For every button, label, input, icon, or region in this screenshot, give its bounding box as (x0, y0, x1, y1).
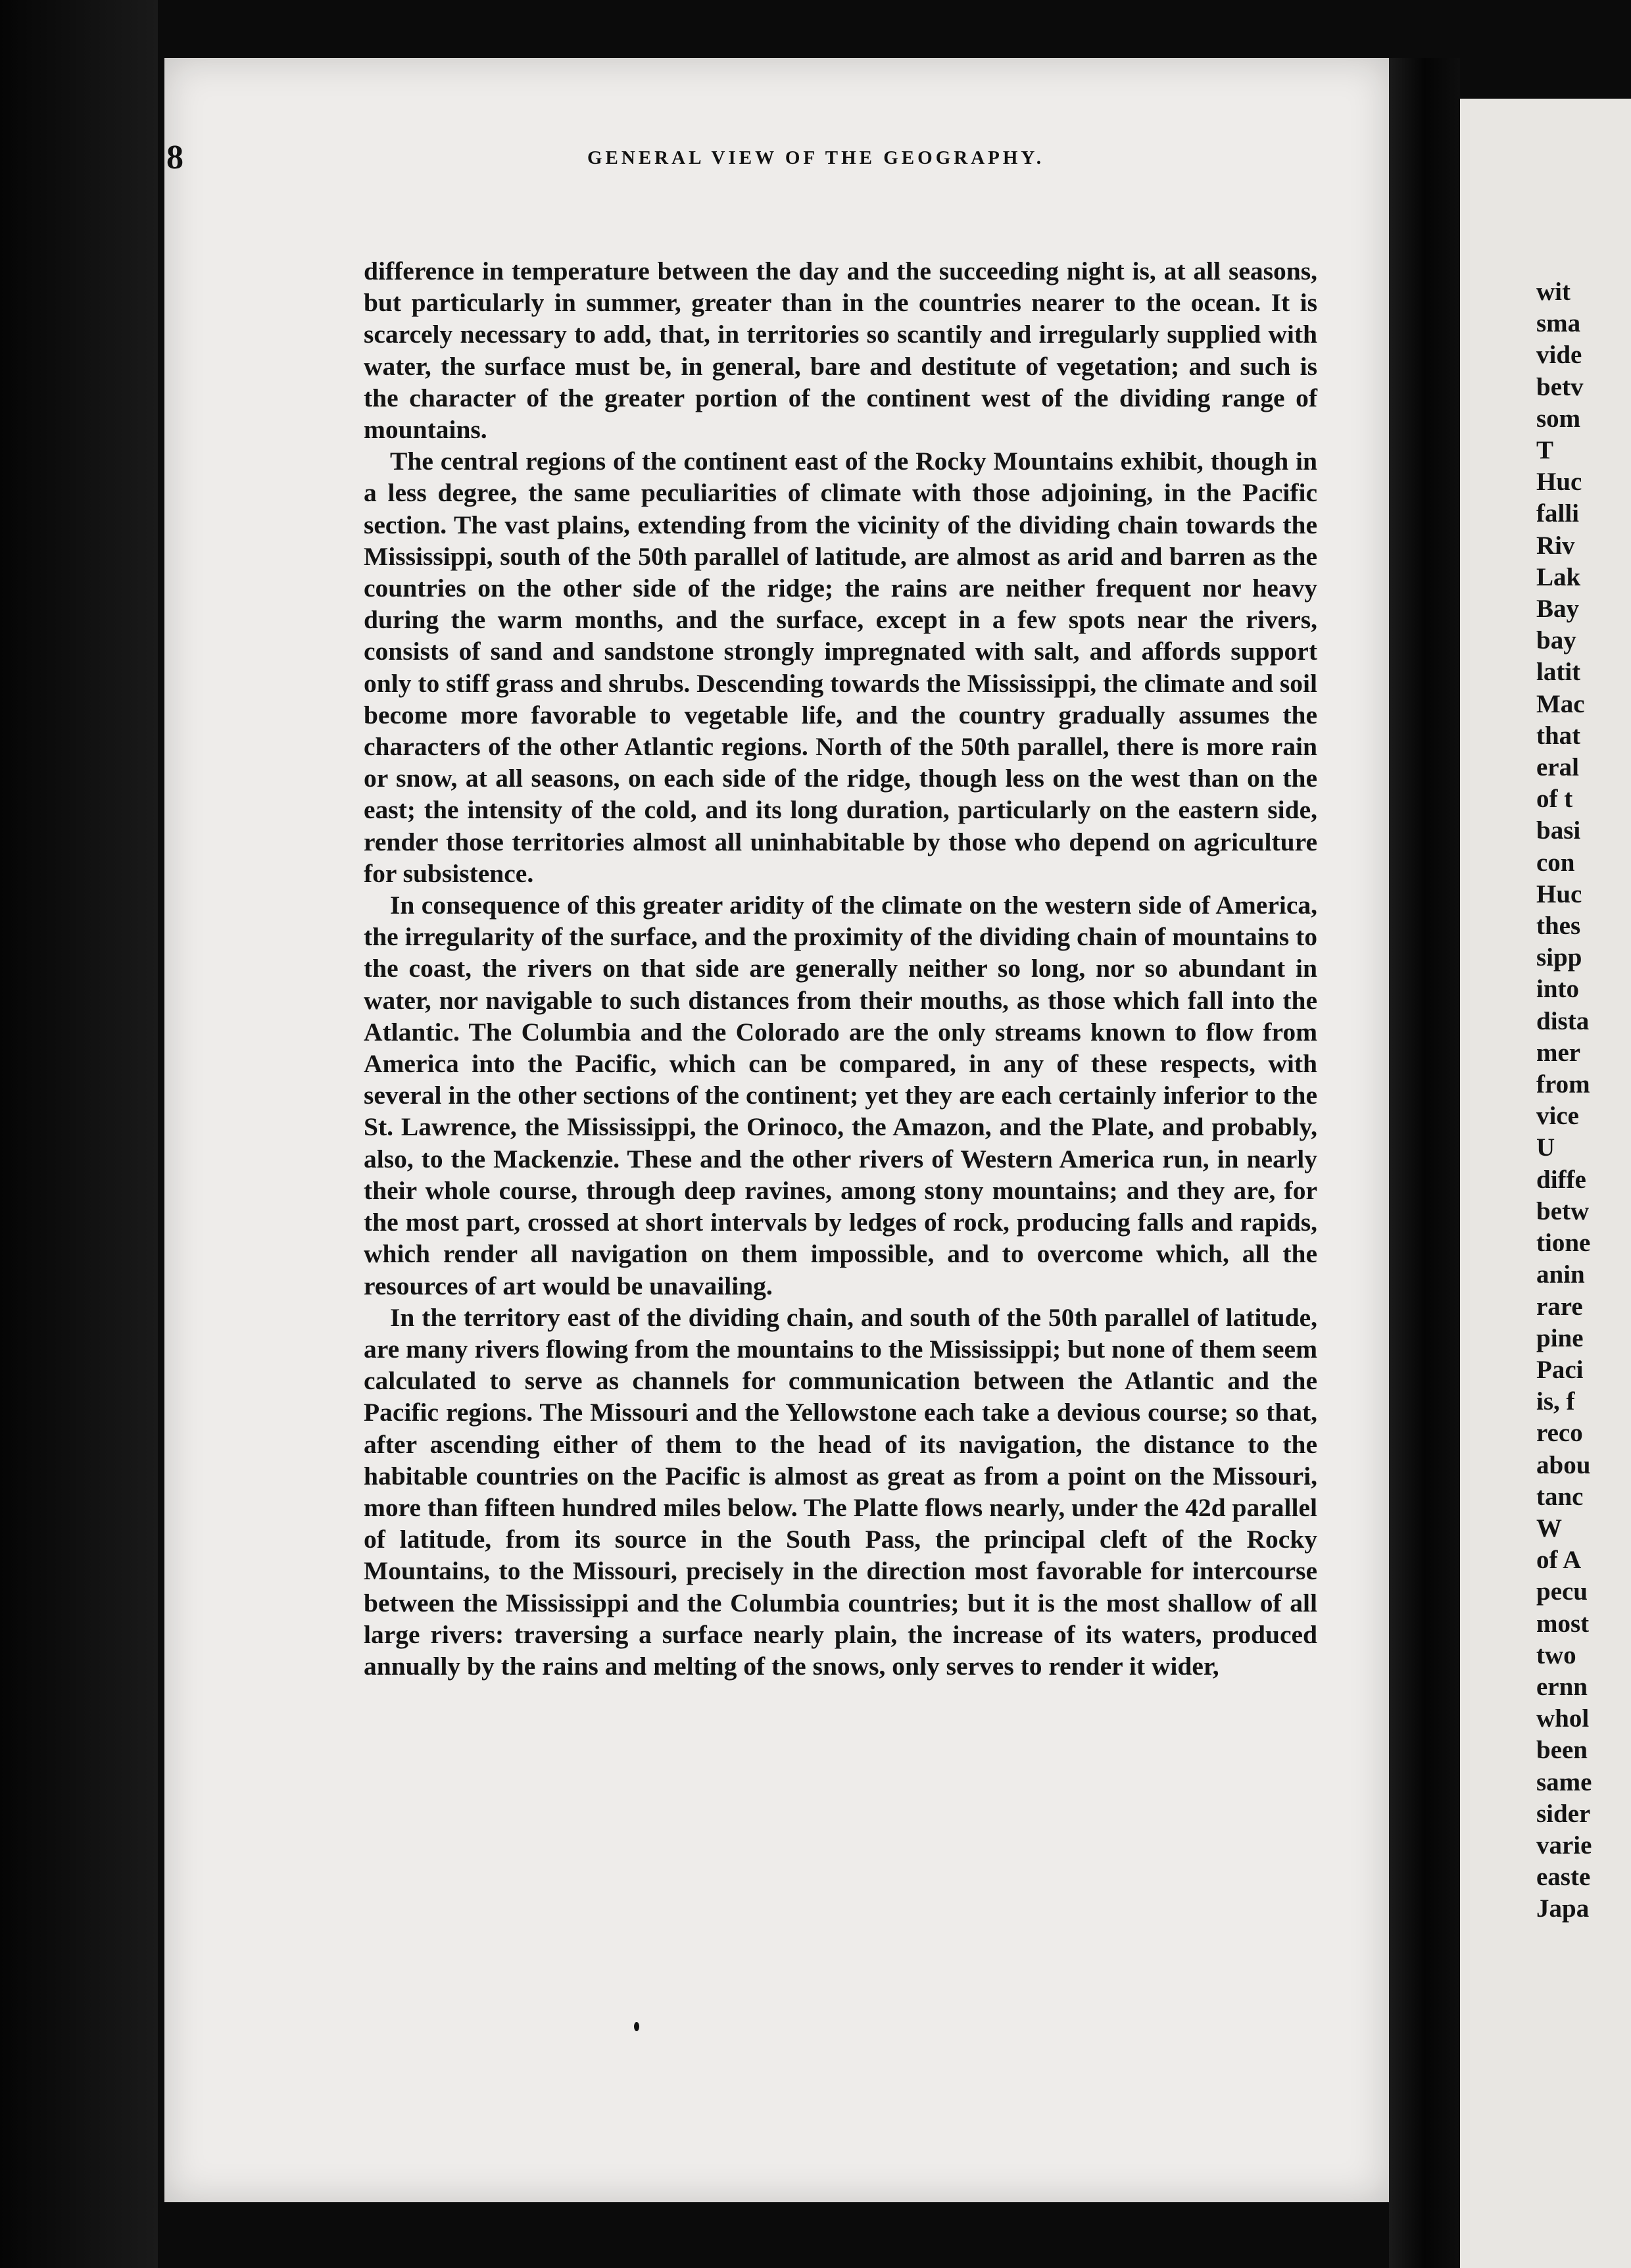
facing-page-line: vice (1536, 1102, 1579, 1131)
facing-page-line: whol (1536, 1704, 1590, 1733)
facing-page-line: sipp (1536, 943, 1582, 972)
facing-page-line: Paci (1536, 1355, 1584, 1384)
body-text (364, 255, 1317, 1682)
facing-page-line: of t (1536, 785, 1573, 814)
facing-page-line: pine (1536, 1323, 1584, 1352)
facing-page-line: mer (1536, 1038, 1581, 1067)
facing-page-line: easte (1536, 1863, 1591, 1892)
facing-page-line: into (1536, 975, 1580, 1004)
facing-page-line: Bay (1536, 595, 1580, 624)
facing-page-line: dista (1536, 1006, 1590, 1035)
facing-page-line: is, f (1536, 1387, 1575, 1416)
facing-page-line: wit (1536, 278, 1570, 306)
facing-page-line: sma (1536, 309, 1581, 338)
facing-page-line: latit (1536, 658, 1581, 687)
facing-page-line: vide (1536, 341, 1582, 370)
facing-page-line: tanc (1536, 1482, 1584, 1511)
paragraph: The central regions of the continent east of the Rocky Mountains exhibit, though in a less degree, the same peculiarities of climate with those adjoining, in the Pacific section. The vast plains, extending from the vicinity of the dividing chain towards the Mississippi, south of the 50th parallel of latitude, are almost as arid and barren as the countries on the other side of the ridge; the rains are neither frequent nor heavy during the warm months, and the surface, except in a few spots near the rivers, consists of sand and sandstone strongly impregnated with salt, and affords support only to stiff grass and shrubs. Descending towards the Mississippi, the climate and soil become more favorable to vegetable life, and the country gradually assumes the characters of the other Atlantic regions. North of the 50th parallel, there is more rain or snow, at all seasons, on each side of the ridge, though less on the west than on the east; the intensity of the cold, and its long duration, particularly on the eastern side, render those territories almost all uninhabitable by those who depend on agriculture for subsistence. (364, 447, 1317, 888)
running-title: GENERAL VIEW OF THE GEOGRAPHY. (587, 147, 1044, 168)
facing-page-line: diffe (1536, 1165, 1586, 1194)
facing-page-line: anin (1536, 1260, 1585, 1289)
facing-page-line: W (1536, 1514, 1562, 1542)
page-header (166, 132, 1317, 184)
page-number: 8 (166, 139, 183, 176)
book-edge-shadow (0, 0, 158, 2268)
facing-page-line: pecu (1536, 1577, 1588, 1606)
facing-page-line: abou (1536, 1450, 1591, 1479)
facing-page-line: T (1536, 436, 1554, 465)
facing-page-line: from (1536, 1070, 1590, 1099)
paragraph: In the territory east of the dividing chain, and south of the 50th parallel of latitude, are many rivers flowing from the mountains to the Mississippi; but none of them seem calculated to serve as channels for communication between the Atlantic and the Pacific regions. The Missouri and the Yellowstone each take a devious course; so that, after ascending either of them to the head of its navigation, the distance to the habitable countries on the Pacific is almost as great as from a point on the Missouri, more than fifteen hundred miles below. The Platte flows nearly, under the 42d parallel of latitude, from its source in the South Pass, the principal cleft of the Rocky Mountains, to the Missouri, precisely in the direction most favorable for intercourse between the Mississippi and the Columbia countries; but it is the most shallow of all large rivers: traversing a surface nearly plain, the increase of its waters, produced annually by the rains and melting of the snows, only serves to render it wider, (364, 1302, 1317, 1681)
facing-page-line: same (1536, 1767, 1592, 1796)
facing-page-line: falli (1536, 499, 1579, 528)
facing-page-line: basi (1536, 816, 1581, 845)
facing-page-line: Lak (1536, 562, 1581, 591)
facing-page-line: that (1536, 721, 1581, 750)
facing-page-line: been (1536, 1736, 1588, 1765)
facing-page-line: Huc (1536, 879, 1582, 908)
facing-page-line: betw (1536, 1196, 1590, 1225)
facing-page-line: ernn (1536, 1672, 1588, 1701)
ink-mark (634, 2022, 639, 2031)
facing-page-line: of A (1536, 1546, 1582, 1575)
facing-page-text (1536, 276, 1592, 1925)
paragraph: difference in temperature between the day and the succeeding night is, at all seasons, but particularly in summer, greater than in the countries nearer to the ocean. It is scarcely necessary to add, that, in territories so scantily and irregularly supplied with water, the surface must be, in general, bare and destitute of vegetation; and such is the character of the greater portion of the continent west of the dividing range of mountains. (364, 257, 1317, 445)
facing-page-line: betv (1536, 372, 1584, 401)
book-gutter (1389, 58, 1460, 2268)
facing-page-line: tione (1536, 1229, 1591, 1258)
facing-page-line: Huc (1536, 468, 1582, 497)
facing-page-line: reco (1536, 1419, 1583, 1448)
paragraph: In consequence of this greater aridity of the climate on the western side of America, the irregularity of the surface, and the proximity of the dividing chain of mountains to the coast, the rivers on that side are generally neither so long, nor so abundant in water, nor navigable to such distances from their mouths, as those which fall into the Atlantic. The Columbia and the Colorado are the only streams known to flow from America into the Pacific, which can be compared, in any of these respects, with several in the other sections of the continent; yet they are each certainly inferior to the St. Lawrence, the Mississippi, the Orinoco, the Amazon, and the Plate, and probably, also, to the Mackenzie. These and the other rivers of Western America run, in nearly their whole course, through deep ravines, among stony mountains; and they are, for the most part, crossed at short intervals by ledges of rock, producing falls and rapids, which render all navigation on them impossible, and to overcome which, all the resources of art would be unavailing. (364, 891, 1317, 1300)
facing-page-line: U (1536, 1133, 1555, 1162)
facing-page-line: thes (1536, 912, 1581, 941)
facing-page (1460, 99, 1631, 2268)
facing-page-line: eral (1536, 753, 1579, 782)
facing-page-line: sider (1536, 1799, 1591, 1828)
facing-page-line: varie (1536, 1831, 1592, 1860)
facing-page-line: bay (1536, 626, 1576, 655)
facing-page-line: con (1536, 848, 1575, 877)
facing-page-line: Riv (1536, 531, 1575, 560)
facing-page-line: rare (1536, 1292, 1583, 1321)
facing-page-line: two (1536, 1640, 1576, 1669)
facing-page-line: most (1536, 1609, 1590, 1638)
facing-page-line: Mac (1536, 689, 1585, 718)
facing-page-line: som (1536, 404, 1581, 433)
facing-page-line: Japa (1536, 1894, 1590, 1923)
